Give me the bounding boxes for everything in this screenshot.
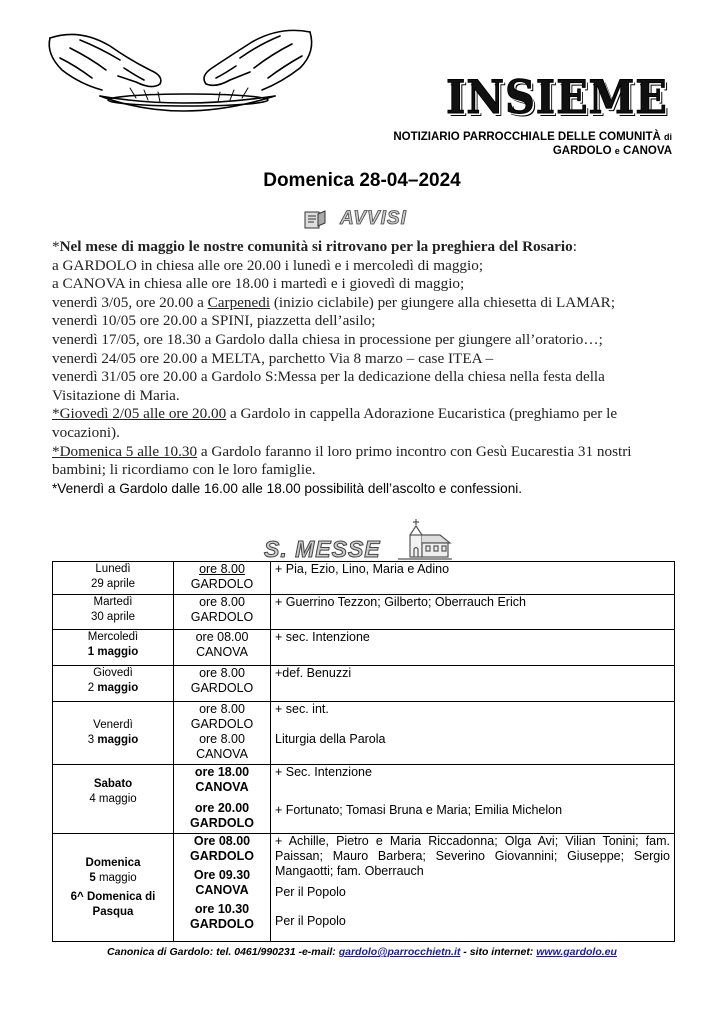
mass-place: GARDOLO: [190, 917, 254, 931]
domenica-text: a Gardolo faranno il loro primo incontro con Gesù Eucarestia 31 nostri bambini; li ricordiamo con le loro famiglie.: [52, 442, 632, 479]
mass-place: CANOVA: [195, 883, 249, 897]
day-date-num: 3: [87, 734, 95, 746]
day-date: 4 maggio: [89, 793, 137, 805]
day-name: Domenica: [85, 856, 141, 869]
day-name: Venerdì: [93, 719, 133, 731]
giovedi-date: *Giovedì 2/05 alle ore 20.00: [52, 405, 227, 423]
day-date: 1 maggio: [87, 646, 139, 658]
mass-place: GARDOLO: [190, 577, 254, 591]
subtitle-place-a: GARDOLO: [552, 145, 612, 157]
avvisi-venerdi: *Venerdì a Gardolo dalle 16.00 alle 18.00 possibilità dell’ascolto e confessioni.: [52, 480, 523, 496]
subtitle-place-b: CANOVA: [623, 145, 672, 157]
intro-star: *: [52, 238, 60, 255]
day-name: Martedì: [93, 596, 133, 608]
carpenedi-pre: venerdì 3/05, ore 20.00 a: [52, 293, 208, 311]
avvisi-line: venerdì 10/05 ore 20.00 a SPINI, piazzetta dell’asilo;: [52, 312, 376, 330]
mass-time: ore 20.00: [194, 801, 250, 815]
footer-email-link[interactable]: gardolo@parrocchietn.it: [338, 946, 461, 958]
day-date-month: maggio: [98, 871, 137, 884]
day-date-num: 2: [87, 682, 95, 694]
time-cell: [174, 702, 271, 765]
intention: Per il Popolo: [275, 914, 346, 928]
mass-place: GARDOLO: [190, 816, 254, 830]
intro-bold: Nel mese di maggio le nostre comunità si ritrovano per la preghiera del Rosario: [59, 238, 573, 255]
mass-place: GARDOLO: [190, 849, 254, 863]
avvisi-line: a CANOVA in chiesa alle ore 18.00 i martedì e i giovedì di maggio;: [52, 275, 465, 293]
day-cell: [53, 702, 174, 765]
liturgical-sunday: 6^ Domenica di Pasqua: [70, 890, 156, 918]
mass-place: CANOVA: [196, 645, 248, 659]
intention-cell: [271, 834, 675, 942]
mass-time: ore 08.00: [195, 630, 249, 644]
day-name: Lunedì: [95, 563, 131, 575]
carpenedi-end: ;: [610, 293, 616, 311]
avvisi-line: venerdì 17/05, ore 18.30 a Gardolo dalla chiesa in processione per giungere all’oratorio…;: [52, 330, 603, 348]
time-cell: [174, 834, 271, 942]
masthead-subtitle-line2: [300, 144, 672, 158]
mass-place: CANOVA: [195, 780, 249, 794]
mass-time: ore 8.00: [199, 595, 245, 609]
time-cell: [174, 595, 271, 630]
mass-time: Ore 09.30: [193, 868, 251, 882]
mass-time: ore 10.30: [194, 902, 250, 916]
intention-cell: [271, 666, 675, 702]
intention-cell: [271, 630, 675, 666]
table-row: [53, 702, 675, 765]
domenica-date: *Domenica 5 alle 10.30: [52, 442, 198, 460]
day-date-month: maggio: [97, 682, 139, 694]
intention-cell: [271, 765, 675, 834]
mass-place: GARDOLO: [190, 610, 254, 624]
intention-cell: [271, 702, 675, 765]
messe-heading: S. MESSE: [264, 536, 381, 562]
day-cell: [53, 834, 174, 942]
day-cell: [53, 666, 174, 702]
day-cell: [53, 765, 174, 834]
mass-time: Ore 08.00: [193, 834, 251, 848]
intention: + Pia, Ezio, Lino, Maria e Adino: [275, 562, 450, 576]
time-cell: [174, 630, 271, 666]
mass-time: ore 8.00: [199, 732, 245, 746]
hands-holding-bowl-icon: [40, 18, 320, 118]
table-row: [53, 595, 675, 630]
intention: Per il Popolo: [275, 885, 346, 899]
avvisi-heading: AVVISI: [340, 208, 407, 229]
intention: + sec. int.: [275, 702, 329, 716]
day-name: Sabato: [93, 778, 133, 790]
day-name: Giovedì: [93, 667, 133, 679]
giovedi-text: a Gardolo in cappella Adorazione Eucaristica (preghiamo per le vocazioni).: [52, 405, 618, 441]
intention: +def. Benuzzi: [275, 666, 352, 680]
time-cell: [174, 765, 271, 834]
intention: + Guerrino Tezzon; Gilberto; Oberrauch Erich: [275, 595, 526, 609]
avvisi-intro: [52, 238, 672, 257]
table-row: [53, 666, 675, 702]
mass-time: ore 8.00: [199, 562, 245, 576]
carpenedi-place: Carpenedi: [207, 293, 271, 311]
avvisi-giovedi: [52, 405, 672, 442]
mass-place: GARDOLO: [190, 681, 254, 695]
avvisi-line: venerdì 31/05 ore 20.00 a Gardolo S:Messa per la dedicazione della chiesa nella festa della Visitazione di Maria.: [52, 368, 605, 404]
day-cell: [53, 595, 174, 630]
day-date-num: 5: [89, 871, 96, 884]
avvisi-domenica: [52, 443, 672, 480]
day-date-month: maggio: [97, 734, 139, 746]
time-cell: [174, 666, 271, 702]
day-date: 30 aprile: [90, 611, 136, 623]
day-date: 29 aprile: [90, 578, 136, 590]
footer-site-text: - sito internet:: [460, 946, 537, 958]
subtitle-small: di: [664, 132, 672, 142]
mass-time: ore 8.00: [199, 666, 245, 680]
table-row: [53, 765, 675, 834]
footer-phone-text: Canonica di Gardolo: tel. 0461/990231 -e-mail:: [107, 946, 339, 958]
day-name: Mercoledì: [87, 631, 139, 643]
day-cell: [53, 562, 174, 595]
intention: Liturgia della Parola: [275, 732, 386, 746]
footer-contacts: [0, 946, 724, 958]
avvisi-line: a GARDOLO in chiesa alle ore 20.00 i lunedì e i mercoledì di maggio;: [52, 256, 484, 274]
table-row: [53, 630, 675, 666]
table-row: [53, 834, 675, 942]
time-cell: [174, 562, 271, 595]
messe-table: [52, 561, 675, 942]
table-row: [53, 562, 675, 595]
intro-end: :: [572, 238, 577, 255]
mass-time: ore 8.00: [199, 702, 245, 716]
intention: + sec. Intenzione: [275, 630, 370, 644]
avvisi-line-carpenedi: [52, 294, 672, 313]
intention: + Achille, Pietro e Maria Riccadonna; Olga Avi; Vilian Tonini; fam. Paissan; Mauro Barbera; Severino Giovannini; Giuseppe; Sergio Mangaotti; fam. Oberrauch: [275, 834, 670, 878]
intention: + Sec. Intenzione: [275, 765, 372, 779]
subtitle-small-e: e: [614, 146, 620, 156]
day-cell: [53, 630, 174, 666]
masthead-subtitle-line1: [300, 130, 672, 144]
issue-date-title: Domenica 28-04–2024: [263, 170, 461, 191]
mass-place: GARDOLO: [190, 717, 254, 731]
carpenedi-post: (inizio ciclabile) per giungere alla chiesetta di LAMAR: [270, 293, 611, 311]
intention-cell: [271, 595, 675, 630]
avvisi-section: [52, 238, 672, 498]
subtitle-main: NOTIZIARIO PARROCCHIALE DELLE COMUNITÀ: [393, 131, 661, 143]
intention: + Fortunato; Tomasi Bruna e Maria; Emilia Michelon: [275, 803, 563, 817]
footer-site-link[interactable]: www.gardolo.eu: [536, 946, 617, 958]
avvisi-line: venerdì 24/05 ore 20.00 a MELTA, parchetto Via 8 marzo – case ITEA –: [52, 349, 494, 367]
masthead-title: INSIEME: [446, 70, 668, 124]
notice-board-icon: [304, 210, 326, 230]
mass-time: ore 18.00: [194, 765, 250, 779]
mass-place: CANOVA: [196, 747, 248, 761]
intention-cell: [271, 562, 675, 595]
church-icon: [396, 517, 454, 561]
